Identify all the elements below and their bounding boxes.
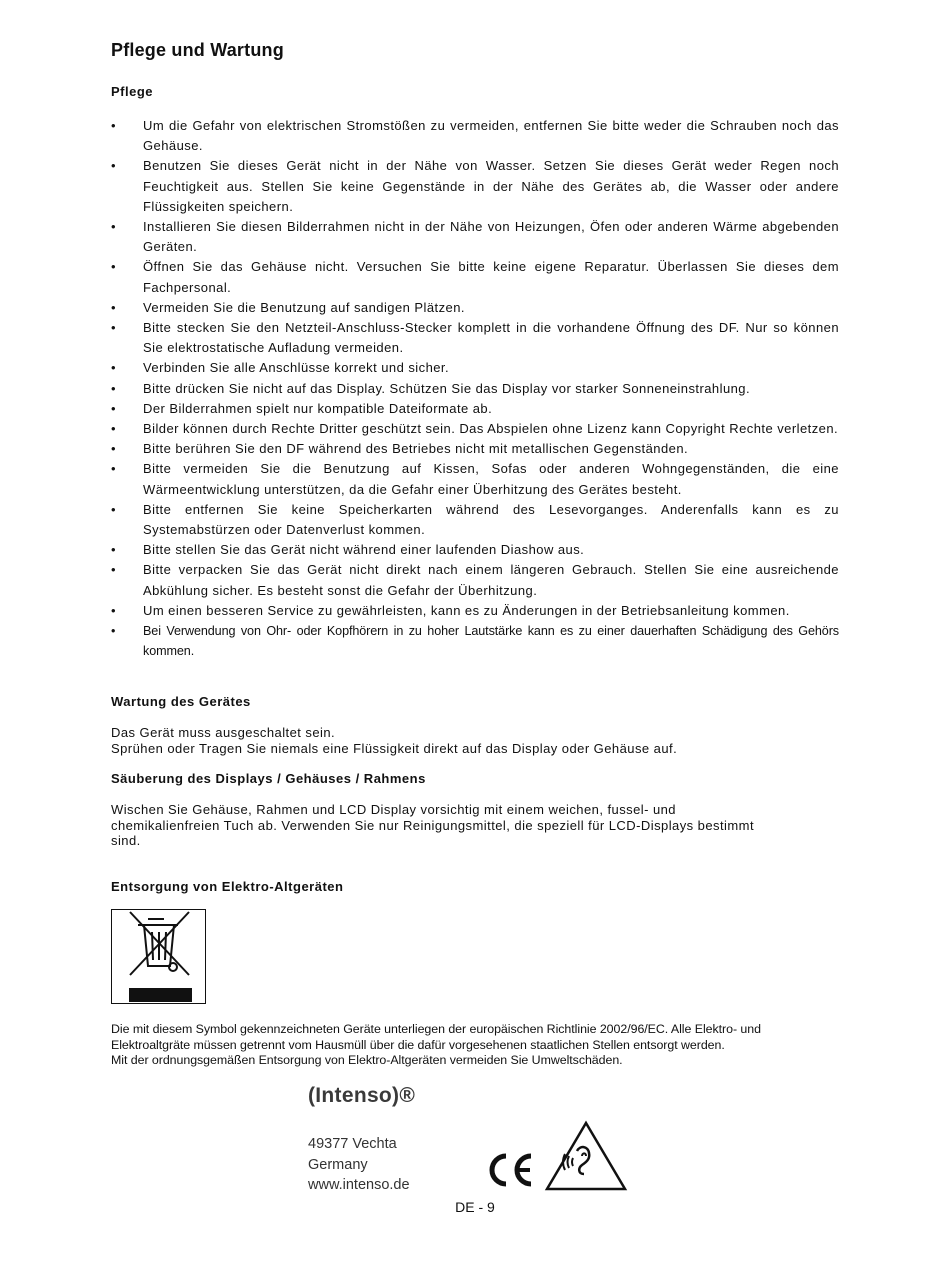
hearing-warning-icon xyxy=(544,1120,628,1197)
disposal-line: Elektroaltgräte müssen getrennt vom Hausmüll über die dafür vorgesehenen staatlichen Stellen entsorgt werden. xyxy=(111,1037,725,1052)
care-bullet-item: • Bitte verpacken Sie das Gerät nicht direkt nach einem längeren Gebrauch. Stellen Sie eine ausreichende Abkühlung sicher. Es besteht sonst die Gefahr der Überhitzung. xyxy=(111,560,839,600)
saeuberung-line: Wischen Sie Gehäuse, Rahmen und LCD Display vorsichtig mit einem weichen, fussel- und xyxy=(111,802,676,817)
care-bullet-item: • Bitte stecken Sie den Netzteil-Anschluss-Stecker komplett in die vorhandene Öffnung des DF. Nur so können Sie elektrostatische Aufladung vermeiden. xyxy=(111,318,839,358)
care-bullet-item: • Installieren Sie diesen Bilderrahmen nicht in der Nähe von Heizungen, Öfen oder anderen Wärme abgebenden Geräten. xyxy=(111,217,839,257)
care-bullet-item: • Vermeiden Sie die Benutzung auf sandigen Plätzen. xyxy=(111,298,839,318)
address-city: 49377 Vechta xyxy=(308,1136,397,1152)
manufacturer-address xyxy=(308,1134,410,1196)
ce-mark-icon xyxy=(484,1150,536,1195)
care-bullet-item: • Bitte berühren Sie den DF während des Betriebes nicht mit metallischen Gegenständen. xyxy=(111,439,839,459)
care-bullet-item: • Der Bilderrahmen spielt nur kompatible Dateiformate ab. xyxy=(111,399,839,419)
care-bullet-item: • Benutzen Sie dieses Gerät nicht in der Nähe von Wasser. Setzen Sie dieses Gerät weder Regen noch Feuchtigkeit aus. Stellen Sie keine Gegenstände in der Nähe des Gerätes ab, die Wasser oder andere Flüssigkeiten speichern. xyxy=(111,156,839,217)
manufacturer-footer xyxy=(308,1084,638,1194)
website-text: www.intenso.de xyxy=(308,1177,410,1193)
wartung-paragraph xyxy=(111,725,839,756)
care-bullet-item: • Bitte entfernen Sie keine Speicherkarten während des Lesevorganges. Anderenfalls kann es zu Systemabstürzen oder Datenverlust kommen. xyxy=(111,500,839,540)
care-bullet-item: • Öffnen Sie das Gehäuse nicht. Versuchen Sie bitte keine eigene Reparatur. Überlassen Sie dieses dem Fachpersonal. xyxy=(111,257,839,297)
section-heading-entsorgung: Entsorgung von Elektro-Altgeräten xyxy=(111,879,344,894)
care-bullet-item: • Bitte vermeiden Sie die Benutzung auf Kissen, Sofas oder anderen Wohngegenständen, die eine Wärmeentwicklung unterstützen, da die Gefahr einer Überhitzung des Gerätes besteht. xyxy=(111,459,839,499)
disposal-paragraph xyxy=(111,1022,851,1069)
care-bullet-item: • Um einen besseren Service zu gewährleisten, kann es zu Änderungen in der Betriebsanleitung kommen. xyxy=(111,601,839,621)
brand-logo: (Intenso)® xyxy=(308,1084,416,1107)
care-bullet-item: • Verbinden Sie alle Anschlüsse korrekt und sicher. xyxy=(111,358,839,378)
wartung-line: Das Gerät muss ausgeschaltet sein. xyxy=(111,725,336,740)
care-bullet-item: • Um die Gefahr von elektrischen Stromstößen zu vermeiden, entfernen Sie bitte weder die Schrauben noch das Gehäuse. xyxy=(111,116,839,156)
disposal-line: Die mit diesem Symbol gekennzeichneten Geräte unterliegen der europäischen Richtlinie 2002/96/EC. Alle Elektro- und xyxy=(111,1022,761,1036)
saeuberung-line: chemikalienfreien Tuch ab. Verwenden Sie nur Reinigungsmittel, die speziell für LCD-Displays bestimmt xyxy=(111,817,755,833)
care-bullet-list xyxy=(111,116,839,661)
section-heading-wartung: Wartung des Gerätes xyxy=(111,694,251,709)
section-heading-saeuberung: Säuberung des Displays / Gehäuses / Rahmens xyxy=(111,771,426,786)
saeuberung-paragraph xyxy=(111,802,839,849)
section-heading-pflege: Pflege xyxy=(111,84,154,99)
weee-crossed-bin-icon xyxy=(111,909,206,1004)
care-bullet-item: • Bei Verwendung von Ohr- oder Kopfhörern in zu hoher Lautstärke kann es zu einer dauerhaften Schädigung des Gehörs kommen. xyxy=(111,621,839,661)
care-bullet-item: • Bitte drücken Sie nicht auf das Display. Schützen Sie das Display vor starker Sonneneinstrahlung. xyxy=(111,379,839,399)
page-number: DE - 9 xyxy=(455,1199,495,1215)
saeuberung-line: sind. xyxy=(111,833,141,848)
care-bullet-item: • Bilder können durch Rechte Dritter geschützt sein. Das Abspielen ohne Lizenz kann Copyright Rechte verletzen. xyxy=(111,419,839,439)
disposal-line: Mit der ordnungsgemäßen Entsorgung von Elektro-Altgeräten vermeiden Sie Umweltschäden. xyxy=(111,1053,623,1067)
care-bullet-item: • Bitte stellen Sie das Gerät nicht während einer laufenden Diashow aus. xyxy=(111,540,839,560)
page-title: Pflege und Wartung xyxy=(111,40,284,60)
wartung-line: Sprühen oder Tragen Sie niemals eine Flüssigkeit direkt auf das Display oder Gehäuse auf. xyxy=(111,740,678,756)
address-country: Germany xyxy=(308,1156,368,1173)
